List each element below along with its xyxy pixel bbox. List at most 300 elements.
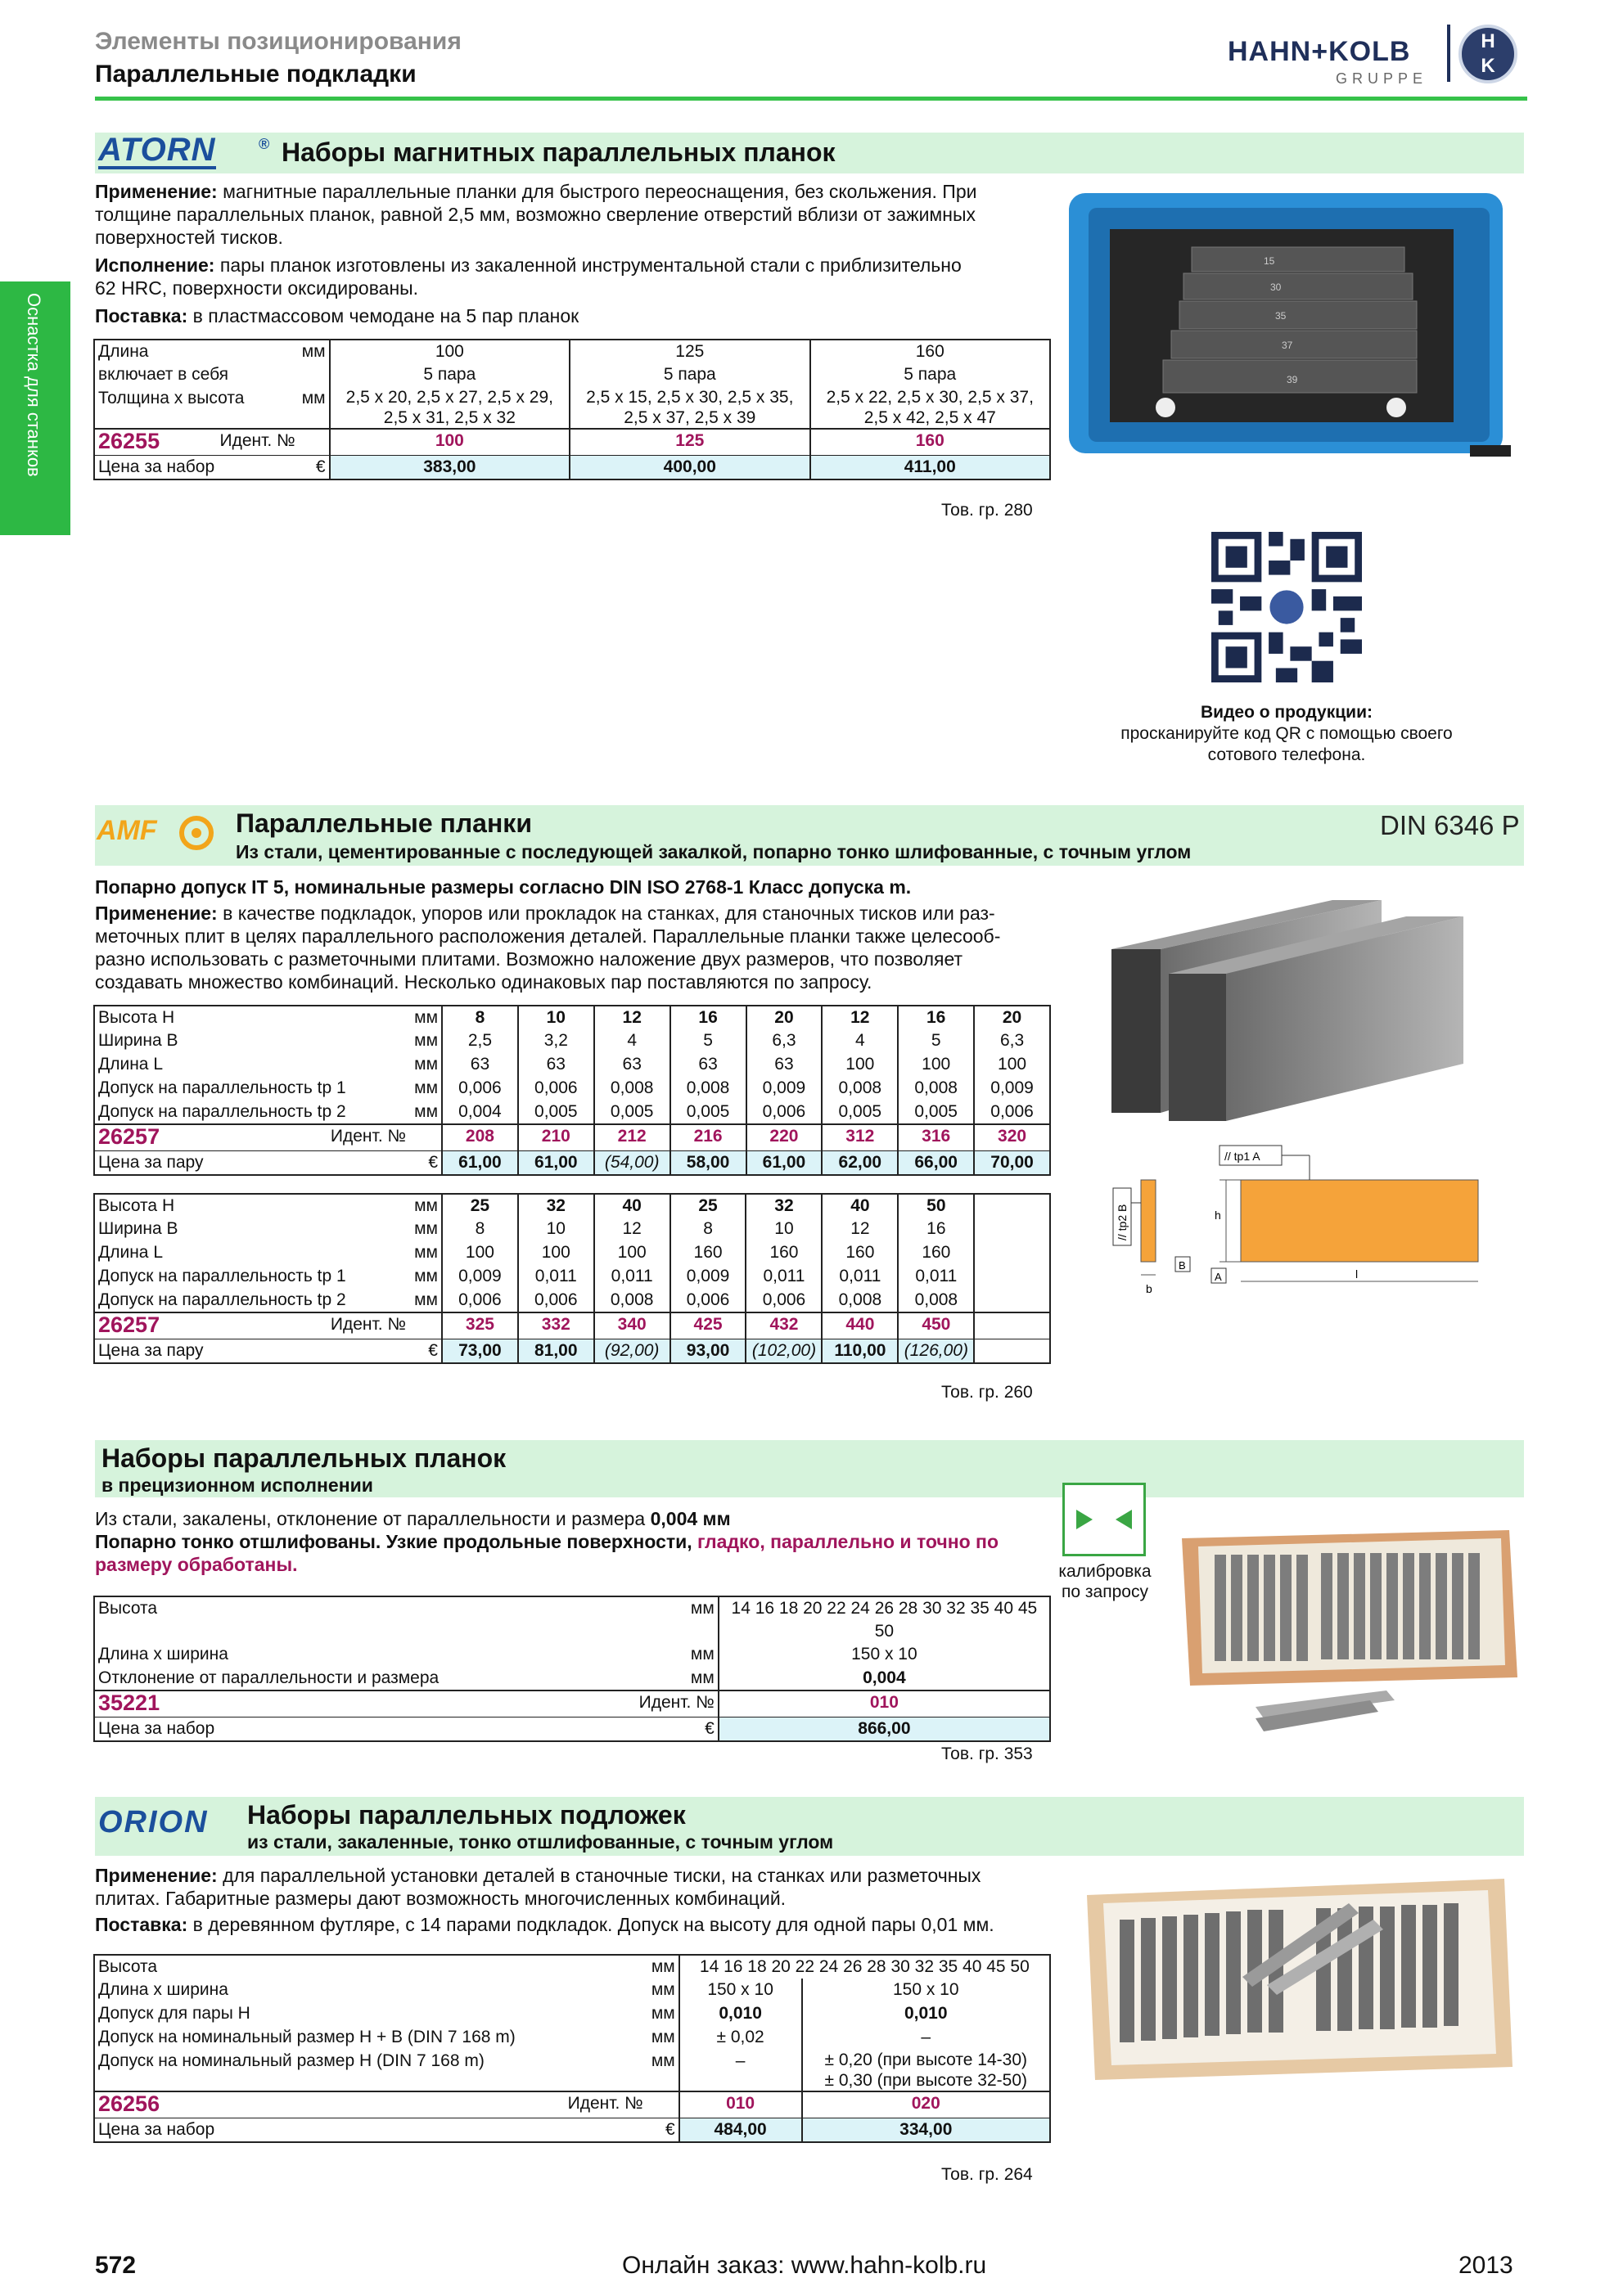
cell: 0,009 [746,1077,823,1101]
row-label: Допуск на номинальный размер H + B (DIN 7 168 m) [98,2028,516,2046]
cell: 3,2 [518,1029,594,1053]
price-cell: 383,00 [330,456,570,480]
cell: 160 [898,1241,974,1265]
row-label: Длина [98,342,149,361]
case-label: 37 [1282,340,1293,351]
price-cell: 61,00 [746,1151,823,1176]
product-group: Тов. гр. 280 [941,501,1033,520]
row-label: включает в себя [98,365,229,384]
cell: 16 [898,1218,974,1241]
online-order-link[interactable]: Онлайн заказ: www.hahn-kolb.ru [622,2252,987,2279]
unit: мм [301,389,326,407]
amf-table-2 [93,1193,1051,1364]
orion-app-line [95,1864,1077,1887]
price-cell: 73,00 [442,1339,518,1364]
empty-cell [974,1218,1050,1241]
price-cell: 866,00 [719,1717,1050,1742]
cell: 16 [670,1006,746,1029]
cell-line: 2,5 x 20, 2,5 x 27, 2,5 x 29, [345,388,553,407]
cell: 4 [822,1029,898,1053]
row-label [94,1124,409,1151]
orion-app-text: плитах. Габаритные размеры дают возможность многочисленных комбинаций. [95,1888,787,1909]
unit: мм [301,342,326,361]
article-number: 26256 [98,2091,160,2116]
cell: 150 x 10 [679,1979,802,2002]
price-cell: (102,00) [746,1339,822,1364]
case-label: 30 [1270,281,1282,293]
cell: 0,006 [746,1101,823,1124]
table-row [94,1241,1050,1265]
unit: мм [414,1243,438,1262]
table-row [94,1124,1050,1151]
row-label: Длина L [98,1055,163,1074]
cell: 5 пара [570,363,809,387]
precision-text: Из стали, закалены, отклонение от параллельности и размера [95,1508,651,1529]
amf-app-text: в качестве подкладок, упоров или прокладок на станках, для станочных тисков или раз- [217,903,995,924]
cell: 0,008 [898,1077,974,1101]
row-label: Отклонение от параллельности и размера [98,1668,440,1687]
empty-cell [974,1312,1050,1339]
cell: 100 [898,1053,974,1077]
cell: 8 [670,1218,746,1241]
row-label: Высота H [98,1008,175,1027]
cell: 2,5 [442,1029,518,1053]
table-row [94,387,1050,429]
din-standard: DIN 6346 P [1380,810,1520,840]
video-text: просканируйте код QR с помощью своего [1120,724,1453,743]
section-precision-title: Наборы параллельных планок [101,1443,507,1473]
cell: 0,005 [670,1101,746,1124]
cell: 100 [518,1241,594,1265]
cell-line: 2,5 x 22, 2,5 x 30, 2,5 x 37, [826,388,1034,407]
atorn-exec-label: Исполнение: [95,254,215,276]
atorn-exec-line [95,254,1036,277]
empty-cell [974,1339,1050,1364]
table-row [94,2050,1050,2091]
cell: 0,004 [442,1101,518,1124]
orion-delivery-text: в деревянном футляре, с 14 парами подкладок. Допуск на высоту для одной пары 0,01 мм. [187,1914,994,1935]
row-label [94,429,299,456]
cell: 0,005 [822,1101,898,1124]
row-label: Допуск на номинальный размер H (DIN 7 168 m) [98,2051,485,2070]
price-cell: 400,00 [570,456,809,480]
precision-set-image [1174,1522,1521,1743]
amf-gear-icon [178,815,214,851]
ident-label: Идент. № [638,1693,715,1712]
cell: 12 [594,1006,670,1029]
cell: 32 [746,1194,822,1218]
registered-icon: ® [259,136,270,152]
hk-logo-icon [1458,25,1517,83]
cell: 0,010 [802,2002,1050,2026]
cell: 0,009 [670,1265,746,1289]
section-amf-title: Параллельные планки [236,808,532,838]
cell: 0,011 [518,1265,594,1289]
cell: 0,006 [518,1289,594,1312]
hahn-kolb-logo: HAHN+KOLB [1228,36,1411,67]
price-cell: 81,00 [518,1339,594,1364]
amf-logo: AMF [97,815,157,846]
orion-description [95,1864,1077,1936]
unit: € [665,2120,675,2139]
cell: 0,006 [974,1101,1050,1124]
table-row [94,2026,1050,2050]
unit: мм [651,2004,675,2023]
precision-line [95,1530,1061,1553]
cell [810,387,1050,429]
ident-label: Идент. № [567,2094,643,2113]
row-label: Цена за набор [98,2120,215,2139]
unit: мм [414,1267,438,1285]
unit: мм [690,1668,715,1687]
amf-app-text: создавать множество комбинаций. Несколько одинаковых пар поставляются по запросу. [95,971,872,993]
tp1-label: // tp1 A [1224,1150,1260,1163]
amf-tolerance: Попарно допуск IT 5, номинальные размеры согласно DIN ISO 2768-1 Класс допуска m. [95,876,912,898]
cell-line: 2,5 x 37, 2,5 x 39 [624,408,756,427]
calibration-note [1048,1561,1162,1602]
section-precision-subtitle: в прецизионном исполнении [101,1474,373,1496]
cell: 63 [442,1053,518,1077]
cell: 100 [442,1241,518,1265]
orion-app-label: Применение: [95,1865,218,1886]
article-number: 26257 [98,1124,160,1149]
table-row [94,1312,1050,1339]
cell: 4 [594,1029,670,1053]
ident-label: Идент. № [219,431,295,450]
precision-highlight: гладко, параллельно и точно по [697,1531,999,1552]
table-row [94,1029,1050,1053]
unit: мм [414,1102,439,1121]
ident-cell: 010 [679,2091,802,2118]
ident-label: Идент. № [330,1315,406,1334]
cell: 0,006 [670,1289,746,1312]
unit: мм [414,1290,438,1309]
cell: 25 [670,1194,746,1218]
cell: 0,004 [719,1667,1050,1690]
magnetic-set-case-image [1061,187,1519,475]
parallel-bar-technical-drawing [1097,1137,1481,1301]
table-row [94,1596,1050,1643]
price-cell: (92,00) [594,1339,670,1364]
cell: 20 [974,1006,1050,1029]
row-label: Допуск на параллельность tp 2 [98,1102,346,1121]
atorn-table [93,339,1051,480]
precision-description [95,1507,1061,1576]
unit: мм [651,1980,675,1999]
cell: 0,008 [898,1289,974,1312]
cell: 63 [518,1053,594,1077]
amf-app-text: меточных плит в целях параллельного расположения деталей. Параллельные планки также целесооб- [95,925,1001,947]
article-number: 35221 [98,1690,160,1715]
row-label: Высота [98,1957,158,1976]
table-row [94,1077,1050,1101]
article-number: 26257 [98,1312,160,1337]
cell: 0,005 [594,1101,670,1124]
cell: 0,008 [594,1077,670,1101]
table-row [94,2091,1050,2118]
empty-cell [974,1265,1050,1289]
cell: 8 [442,1218,518,1241]
row-label: Длина x ширина [98,1980,228,1999]
side-tab[interactable] [0,281,70,535]
ident-cell: 160 [810,429,1050,456]
ident-cell: 100 [330,429,570,456]
header-rule [95,97,1527,101]
price-cell: (54,00) [594,1151,670,1176]
price-cell: 58,00 [670,1151,746,1176]
unit: мм [690,1645,715,1663]
row-label: Толщина x высота [98,389,245,407]
cell: 160 [810,340,1050,363]
cell: 0,009 [442,1265,518,1289]
ident-cell: 220 [746,1124,823,1151]
cell: 12 [822,1218,898,1241]
unit: мм [414,1031,439,1050]
table-row [94,340,1050,363]
atorn-app-label: Применение: [95,181,218,202]
cell: 14 16 18 20 22 24 26 28 30 32 35 40 45 50 [719,1596,1050,1643]
ident-cell: 020 [802,2091,1050,2118]
table-row [94,1006,1050,1029]
price-cell: 484,00 [679,2118,802,2143]
calibration-icon [1062,1483,1146,1556]
unit: мм [651,2051,675,2070]
amf-table-1 [93,1005,1051,1176]
amf-app-text: разно использовать с разметочными плитами. Возможно наложение двух размеров, что позволяет [95,948,963,970]
precision-highlight: размеру обработаны. [95,1554,298,1575]
product-group: Тов. гр. 260 [941,1383,1033,1402]
row-label: Цена за пару [98,1153,204,1172]
price-cell: 411,00 [810,456,1050,480]
row-label: Допуск на параллельность tp 1 [98,1267,346,1285]
cell-line: ± 0,20 (при высоте 14-30) [824,2051,1027,2069]
cell-line: ± 0,30 (при высоте 32-50) [824,2071,1027,2090]
cell: 10 [518,1218,594,1241]
table-row [94,1979,1050,2002]
ident-cell: 010 [719,1690,1050,1717]
row-label [94,2091,647,2118]
datum-a: A [1215,1271,1222,1283]
cell: 14 16 18 20 22 24 26 28 30 32 35 40 45 50 [679,1955,1050,1979]
cell: 63 [670,1053,746,1077]
cell: 0,006 [518,1077,594,1101]
unit: мм [414,1055,439,1074]
unit: мм [414,1219,438,1238]
table-row [94,1339,1050,1364]
row-label: Высота [98,1599,158,1618]
ident-cell: 432 [746,1312,822,1339]
table-row [94,1053,1050,1077]
case-label: 35 [1275,310,1287,322]
empty-cell [974,1241,1050,1265]
precision-tolerance: 0,004 мм [650,1508,731,1529]
cell: 40 [594,1194,670,1218]
row-label: Высота H [98,1196,175,1215]
cell: 0,008 [594,1289,670,1312]
unit: мм [690,1599,715,1618]
unit: мм [651,1957,675,1976]
row-label: Ширина B [98,1031,178,1050]
cell: – [802,2026,1050,2050]
cell: 125 [570,340,809,363]
atorn-app-text: магнитные параллельные планки для быстрого переоснащения, без скольжения. При [217,181,977,202]
logo-divider [1447,25,1450,82]
cell: 0,006 [442,1289,518,1312]
ident-cell: 340 [594,1312,670,1339]
calibration-text: калибровка [1058,1562,1152,1581]
amf-description [95,876,1061,993]
ident-cell: 210 [518,1124,594,1151]
precision-text: Попарно тонко отшлифованы. Узкие продольные поверхности, [95,1531,698,1552]
price-cell: 93,00 [670,1339,746,1364]
atorn-delivery-text: в пластмассовом чемодане на 5 пар планок [187,305,579,326]
ident-cell: 216 [670,1124,746,1151]
table-row [94,2118,1050,2143]
atorn-logo: ATORN [98,132,216,168]
cell-line: 2,5 x 15, 2,5 x 30, 2,5 x 35, [586,388,794,407]
cell: 0,008 [670,1077,746,1101]
cell: ± 0,02 [679,2026,802,2050]
price-cell: 61,00 [518,1151,594,1176]
unit: € [428,1341,438,1360]
cell: 16 [898,1006,974,1029]
cell: 10 [746,1218,822,1241]
cell [570,387,809,429]
row-label: Длина x ширина [98,1645,228,1663]
row-label: Допуск на параллельность tp 2 [98,1290,346,1309]
orion-set-image [1079,1871,1521,2085]
product-group: Тов. гр. 264 [941,2165,1033,2184]
row-label: Длина L [98,1243,163,1262]
row-label [94,1690,617,1717]
ident-cell: 312 [822,1124,898,1151]
cell [330,387,570,429]
table-row [94,1151,1050,1176]
case-label: 39 [1287,374,1298,385]
qr-code-icon[interactable] [1211,532,1362,682]
row-label: Цена за пару [98,1341,204,1360]
cell: 100 [330,340,570,363]
atorn-delivery-line [95,304,1036,327]
precision-table [93,1596,1051,1742]
cell: 0,006 [746,1289,822,1312]
row-label: Цена за набор [98,457,215,476]
atorn-delivery-label: Поставка: [95,305,188,326]
row-label [94,1312,409,1339]
cell: 160 [670,1241,746,1265]
orion-logo: ORION [98,1805,209,1839]
ident-cell: 320 [974,1124,1050,1151]
row-label: Допуск на параллельность tp 1 [98,1078,346,1097]
price-cell: 110,00 [822,1339,898,1364]
case-label: 15 [1264,255,1275,267]
cell: 0,005 [898,1101,974,1124]
table-row [94,1218,1050,1241]
cell: 20 [746,1006,823,1029]
ident-cell: 332 [518,1312,594,1339]
empty-cell [974,1194,1050,1218]
cell: 100 [974,1053,1050,1077]
cell: 150 x 10 [719,1643,1050,1667]
unit: мм [414,1008,439,1027]
section-orion-subtitle: из стали, закаленные, тонко отшлифованные, с точным углом [247,1831,834,1853]
table-row [94,1690,1050,1717]
table-row [94,1265,1050,1289]
table-row [94,363,1050,387]
cell: 150 x 10 [802,1979,1050,2002]
dim-b: b [1146,1282,1152,1295]
header-category: Элементы позиционирования [95,28,462,55]
cell: 0,006 [442,1077,518,1101]
section-amf-subtitle: Из стали, цементированные с последующей закалкой, попарно тонко шлифованные, с точным углом [236,841,1192,862]
tp2-label: // tp2 B [1116,1204,1129,1240]
cell: 63 [594,1053,670,1077]
header-subcategory: Параллельные подкладки [95,61,417,88]
video-title: Видео о продукции: [1201,703,1373,722]
ident-cell: 425 [670,1312,746,1339]
cell: 0,011 [594,1265,670,1289]
unit: мм [414,1078,439,1097]
side-tab-label: Оснастка для станков [24,293,44,477]
row-label: Цена за набор [98,1719,215,1738]
cell: 6,3 [746,1029,823,1053]
unit: мм [414,1196,438,1215]
orion-app-text: для параллельной установки деталей в станочные тиски, на станках или разметочных [217,1865,981,1886]
cell: 8 [442,1006,518,1029]
amf-app-label: Применение: [95,903,218,924]
cell: 40 [822,1194,898,1218]
section-atorn-title: Наборы магнитных параллельных планок [282,137,836,167]
unit: € [428,1153,439,1172]
logo-gruppe: GRUPPE [1336,70,1428,87]
ident-cell: 325 [442,1312,518,1339]
amf-app-line [95,902,1061,925]
ident-label: Идент. № [330,1127,407,1146]
catalog-year: 2013 [1458,2252,1513,2279]
section-orion-title: Наборы параллельных подложек [247,1800,686,1830]
cell: 5 [670,1029,746,1053]
table-row [94,429,1050,456]
price-cell: 62,00 [822,1151,898,1176]
price-cell: 70,00 [974,1151,1050,1176]
cell: 12 [822,1006,898,1029]
cell: 0,005 [518,1101,594,1124]
cell: 6,3 [974,1029,1050,1053]
table-row [94,456,1050,480]
table-row [94,1955,1050,1979]
orion-table [93,1954,1051,2143]
cell-line: 2,5 x 31, 2,5 x 32 [383,408,516,427]
cell: 5 пара [810,363,1050,387]
cell: 32 [518,1194,594,1218]
cell: 0,011 [746,1265,822,1289]
cell: 100 [594,1241,670,1265]
cell: 25 [442,1194,518,1218]
table-row [94,1101,1050,1124]
cell: 100 [822,1053,898,1077]
table-row [94,1717,1050,1742]
cell-line: 2,5 x 42, 2,5 x 47 [863,408,996,427]
row-label: Допуск для пары H [98,2004,250,2023]
atorn-exec-text: 62 HRC, поверхности оксидированы. [95,277,419,299]
hk-logo-mark: H K [1481,30,1495,77]
cell: 160 [746,1241,822,1265]
ident-cell: 450 [898,1312,974,1339]
ident-cell: 212 [594,1124,670,1151]
price-cell: 61,00 [442,1151,518,1176]
video-note [1097,702,1476,766]
orion-delivery-line [95,1913,1077,1936]
